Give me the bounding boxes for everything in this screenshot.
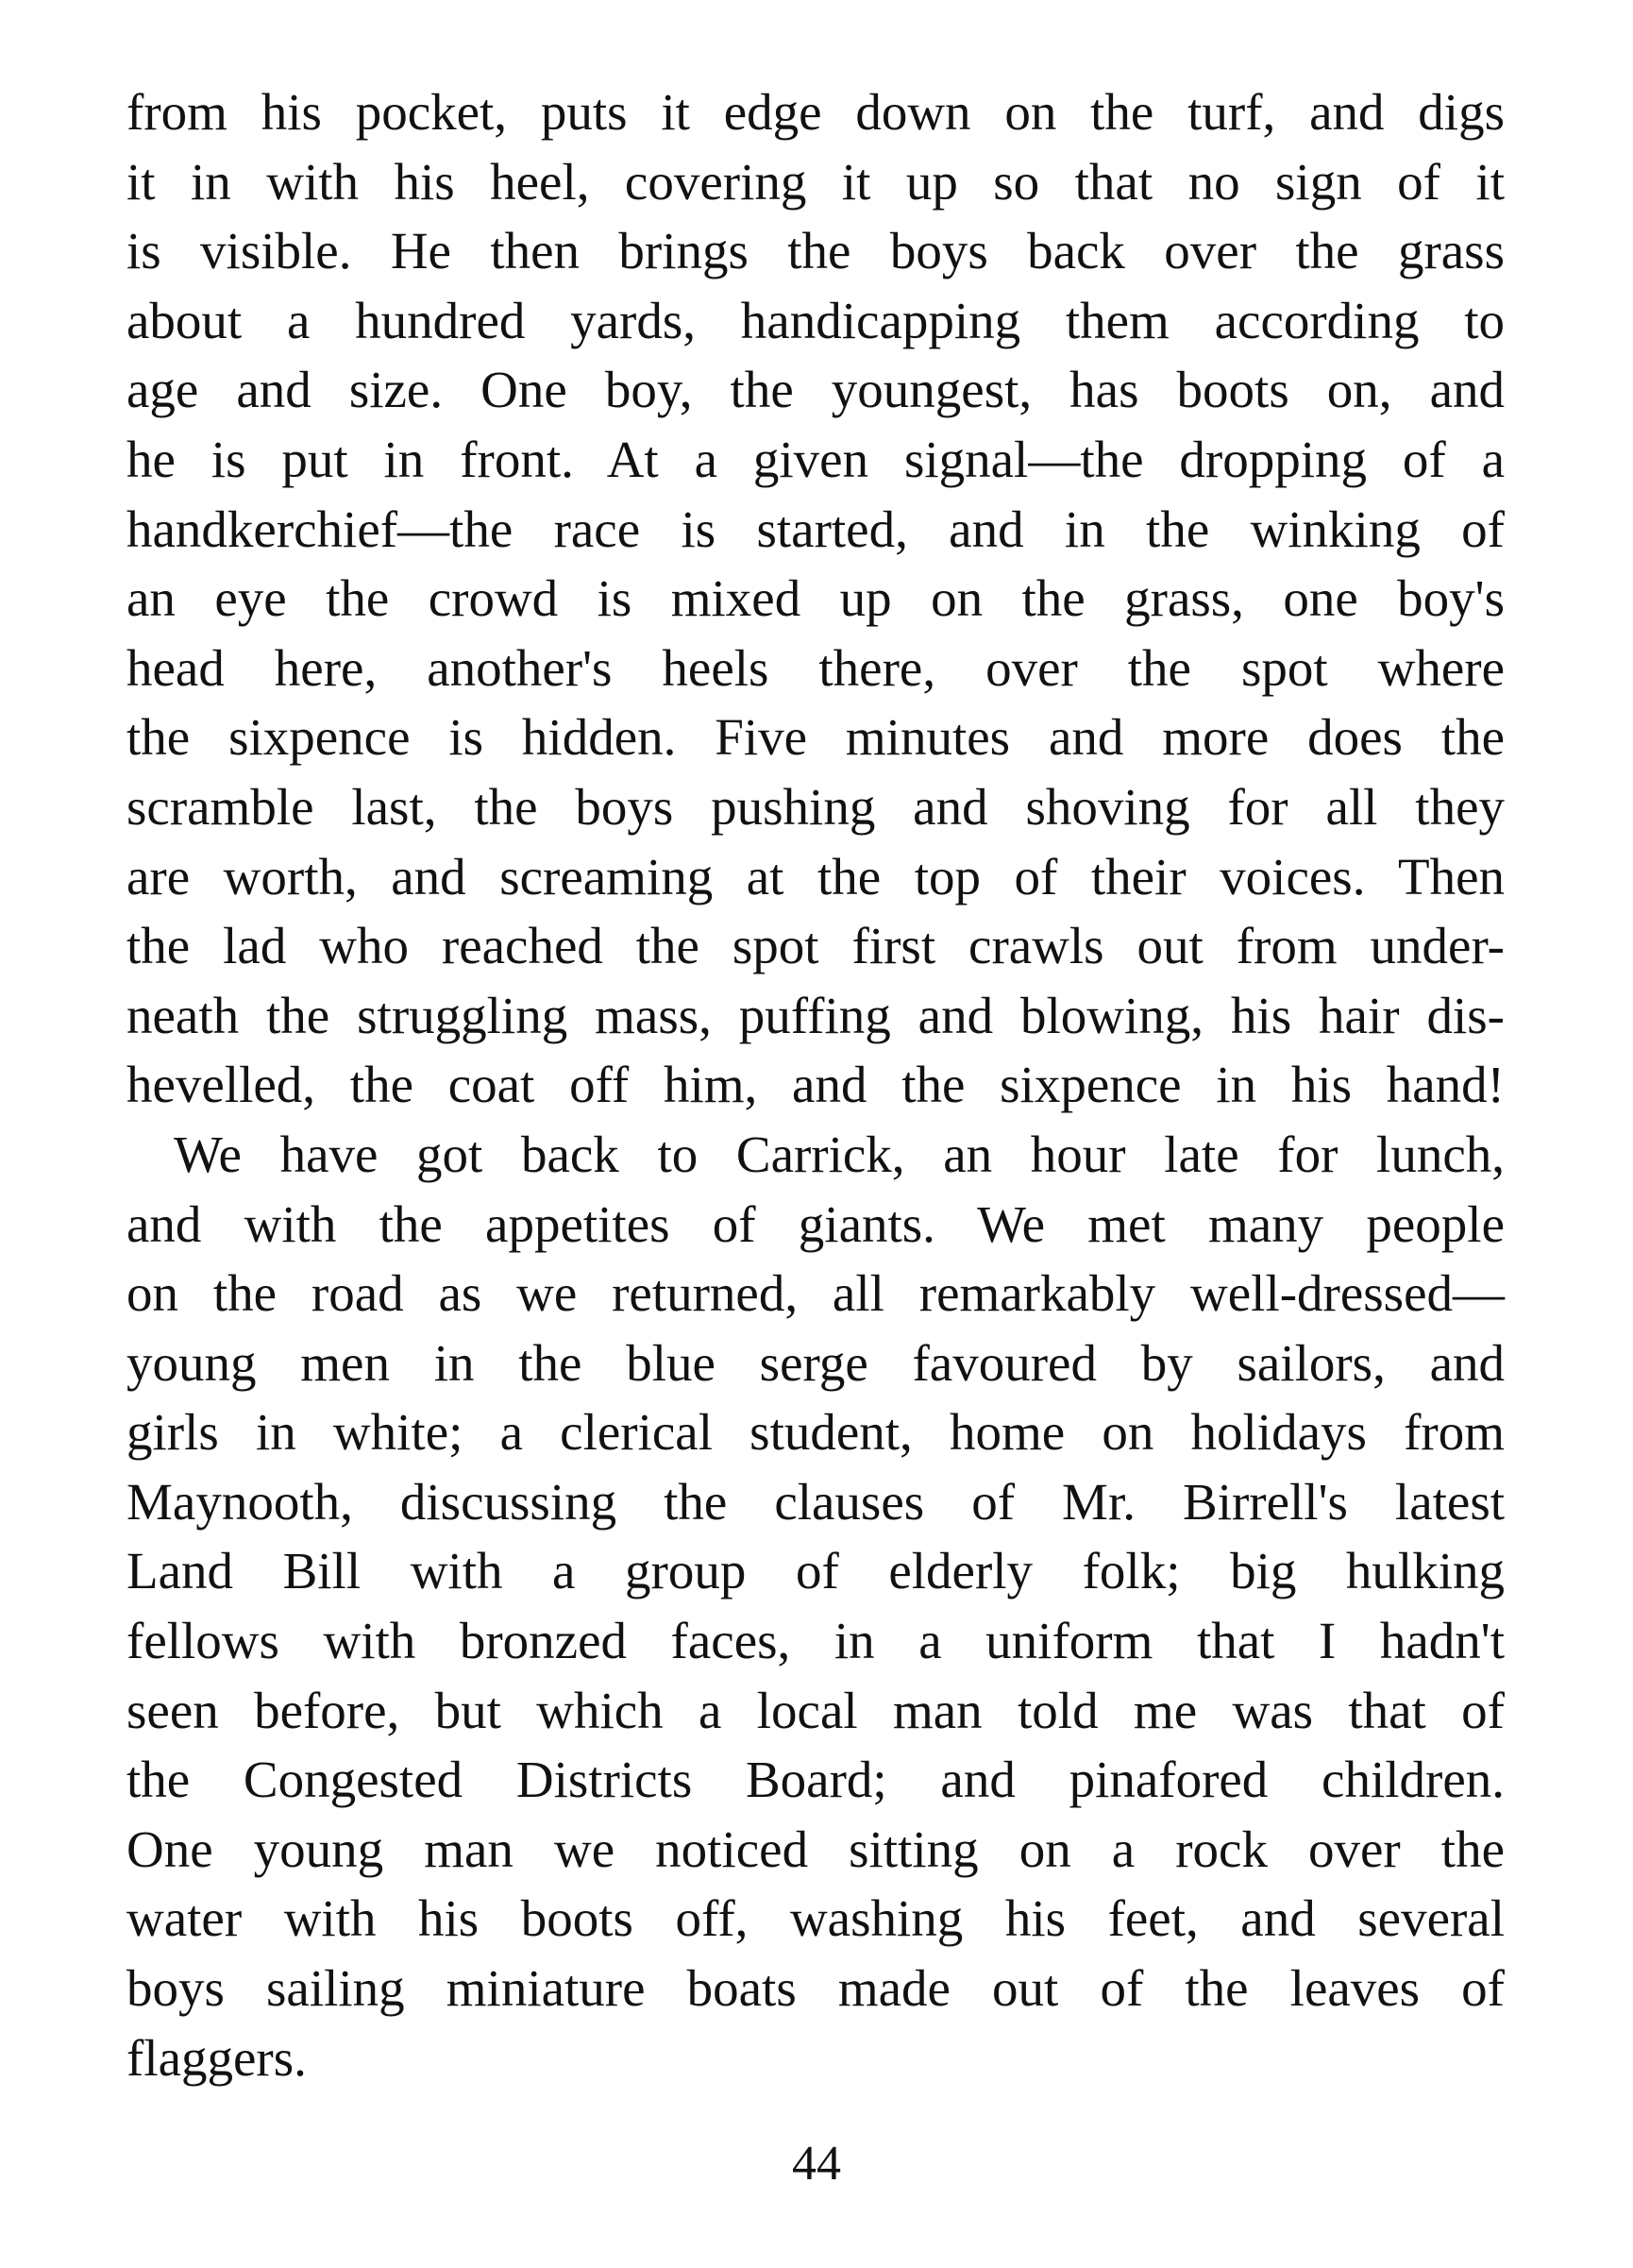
text-line: the sixpence is hidden. Five minutes and more does the	[126, 708, 1505, 767]
text-line: girls in white; a clerical student, home on holidays from	[126, 1403, 1505, 1462]
text-line: handkerchief—the race is started, and in the winking of	[126, 499, 1505, 558]
text-line: and with the appetites of giants. We met many people	[126, 1194, 1505, 1253]
text-line: Maynooth, discussing the clauses of Mr. Birrell's latest	[126, 1472, 1505, 1531]
text-line: Land Bill with a group of elderly folk; big hulking	[126, 1542, 1505, 1600]
text-line: neath the struggling mass, puffing and blowing, his hair dis-	[126, 986, 1505, 1044]
text-line: from his pocket, puts it edge down on the turf, and digs	[126, 83, 1505, 141]
text-line: boys sailing miniature boats made out of the leaves of	[126, 1959, 1505, 2018]
text-line: on the road as we returned, all remarkably well-dressed—	[126, 1264, 1505, 1323]
page-number: 44	[792, 2137, 841, 2191]
text-line: seen before, but which a local man told me was that of	[126, 1681, 1505, 1739]
text-line: age and size. One boy, the youngest, has boots on, and	[126, 361, 1505, 419]
text-line: is visible. He then brings the boys back over the grass	[126, 222, 1505, 280]
text-line: it in with his heel, covering it up so that no sign of it	[126, 152, 1505, 211]
text-line: scramble last, the boys pushing and shoving for all they	[126, 777, 1505, 836]
text-line: about a hundred yards, handicapping them according to	[126, 291, 1505, 349]
text-line: the Congested Districts Board; and pinafored children.	[126, 1751, 1505, 1809]
text-line: young men in the blue serge favoured by sailors, and	[126, 1333, 1505, 1392]
paragraph-first-line: We have got back to Carrick, an hour late for lunch,	[174, 1125, 1505, 1183]
text-line: head here, another's heels there, over the spot where	[126, 638, 1505, 697]
text-line: One young man we noticed sitting on a rock over the	[126, 1819, 1505, 1878]
text-line: water with his boots off, washing his feet, and several	[126, 1889, 1505, 1948]
text-line: the lad who reached the spot first crawls out from under-	[126, 917, 1505, 975]
text-line: are worth, and screaming at the top of their voices. Then	[126, 847, 1505, 906]
text-line: fellows with bronzed faces, in a uniform that I hadn't	[126, 1612, 1505, 1670]
text-line: an eye the crowd is mixed up on the grass, one boy's	[126, 569, 1505, 628]
text-line: hevelled, the coat off him, and the sixpence in his hand!	[126, 1056, 1505, 1114]
text-line: he is put in front. At a given signal—the dropping of a	[126, 430, 1505, 488]
paragraph-last-line: flaggers.	[126, 2028, 307, 2087]
body-text	[126, 77, 1505, 2092]
